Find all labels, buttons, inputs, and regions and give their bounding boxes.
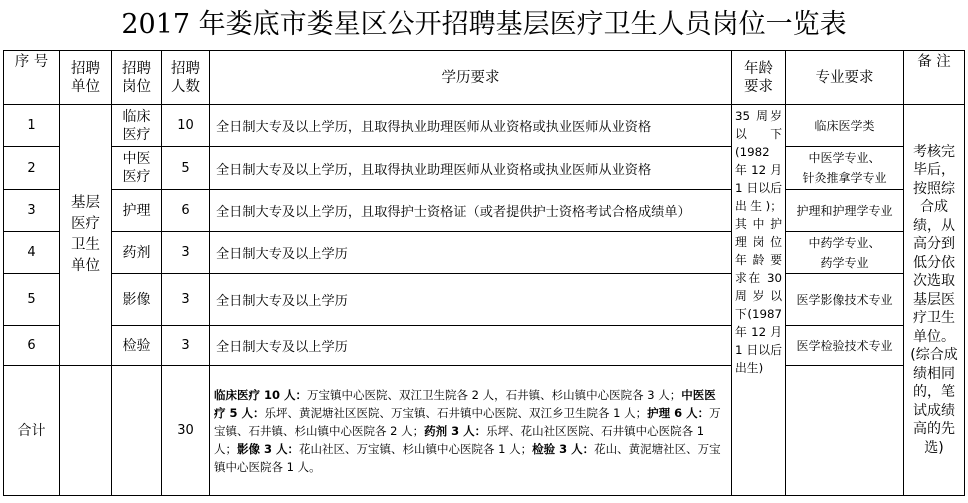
row-major: 临床医学类 [786,105,904,147]
header-post: 招聘 岗位 [112,51,162,105]
detail-text: 花山、黄泥塘社区、万宝镇中心医院各 1 人。 [214,441,721,474]
header-education: 学历要求 [210,51,732,105]
row-seq: 4 [4,232,60,274]
header-age: 年龄 要求 [732,51,786,105]
header-row [4,51,965,105]
age-requirement: 35 周岁以下(1982 年 12 月 1 日以后出生)；其中护理岗位年龄要求在 30 周岁以下(1987 年 12 月 1 日以后出生) [732,105,786,496]
row-post: 药剂 [112,232,162,274]
recruitment-table [3,50,965,496]
row-education: 全日制大专及以上学历，且取得护士资格证（或者提供护士资格考试合格成绩单） [210,190,732,232]
row-post: 中医 医疗 [112,147,162,190]
row-count: 6 [162,190,210,232]
table-row [4,326,965,366]
header-remark: 备 注 [904,51,965,105]
table-row [4,105,965,147]
row-count: 3 [162,326,210,366]
row-seq: 1 [4,105,60,147]
header-count: 招聘 人数 [162,51,210,105]
detail-heading: 药剂 3 人： [424,423,487,438]
row-seq: 5 [4,274,60,326]
total-unit-empty [60,366,112,496]
detail-heading: 护理 6 人： [647,405,710,420]
total-major-empty [786,366,904,496]
detail-text: 万宝镇中心医院、双江卫生院各 2 人，石井镇、杉山镇中心医院各 3 人； [307,387,682,402]
detail-text: 乐坪、黄泥塘社区医院、万宝镇、石井镇中心医院、双江乡卫生院各 1 人； [264,405,648,420]
detail-heading: 检验 3 人： [532,441,595,456]
row-post: 检验 [112,326,162,366]
row-education: 全日制大专及以上学历 [210,326,732,366]
row-education: 全日制大专及以上学历，且取得执业助理医师从业资格或执业医师从业资格 [210,147,732,190]
table-row [4,274,965,326]
header-major: 专业要求 [786,51,904,105]
row-seq: 2 [4,147,60,190]
row-education: 全日制大专及以上学历 [210,232,732,274]
row-major: 医学检验技术专业 [786,326,904,366]
table-row [4,190,965,232]
row-post: 影像 [112,274,162,326]
detail-heading: 中医医疗 5 人： [214,387,716,420]
row-count: 10 [162,105,210,147]
total-post-empty [112,366,162,496]
table-row [4,232,965,274]
total-label: 合计 [4,366,60,496]
row-count: 3 [162,274,210,326]
header-unit: 招聘 单位 [60,51,112,105]
total-row [4,366,965,496]
row-major: 中医学专业、 针灸推拿学专业 [786,147,904,190]
row-count: 3 [162,232,210,274]
detail-text: 乐坪、花山社区医院、石井镇中心医院各 1 人； [214,423,705,456]
unit-name: 基层 医疗 卫生 单位 [60,105,112,366]
row-post: 护理 [112,190,162,232]
row-major: 中药学专业、 药学专业 [786,232,904,274]
detail-text: 花山社区、万宝镇、杉山镇中心医院各 1 人； [299,441,533,456]
row-count: 5 [162,147,210,190]
detail-heading: 影像 3 人： [237,441,300,456]
table-row [4,147,965,190]
row-major: 护理和护理学专业 [786,190,904,232]
row-seq: 3 [4,190,60,232]
remark: 考核完毕后，按照综合成绩，从高分到低分依次选取基层医疗卫生单位。(综合成绩相同的，笔试成绩高的先选) [904,105,965,496]
row-seq: 6 [4,326,60,366]
total-count: 30 [162,366,210,496]
row-education: 全日制大专及以上学历 [210,274,732,326]
total-detail [210,366,732,496]
row-post: 临床 医疗 [112,105,162,147]
header-seq: 序 号 [4,51,60,105]
row-education: 全日制大专及以上学历，且取得执业助理医师从业资格或执业医师从业资格 [210,105,732,147]
detail-heading: 临床医疗 10 人： [214,387,308,402]
detail-text: 万宝镇、石井镇、杉山镇中心医院各 2 人； [214,405,721,438]
page-title: 2017 年娄底市娄星区公开招聘基层医疗卫生人员岗位一览表 [121,9,847,40]
row-major: 医学影像技术专业 [786,274,904,326]
